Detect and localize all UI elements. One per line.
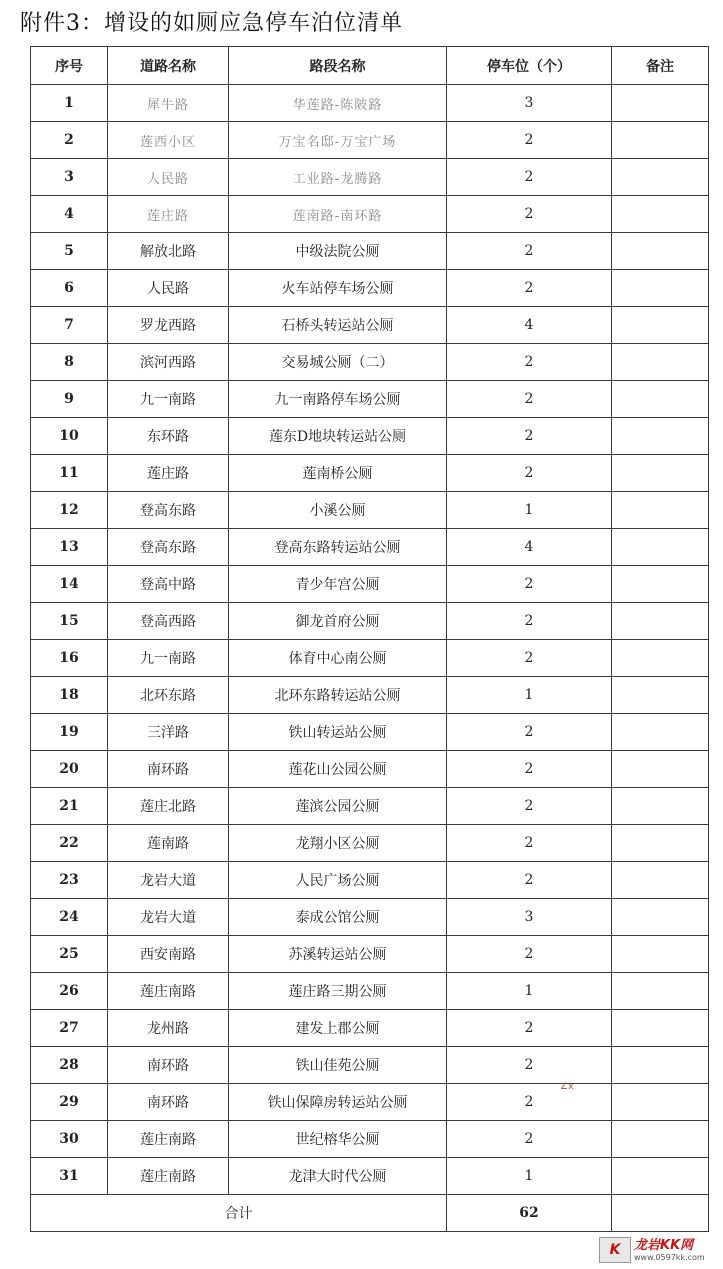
row-parking-count: 2 (447, 122, 612, 159)
row-no: 16 (31, 640, 108, 677)
table-row (31, 566, 709, 603)
row-section-name: 小溪公厕 (229, 492, 447, 529)
row-section-name: 泰成公馆公厕 (229, 899, 447, 936)
table-row (31, 381, 709, 418)
row-parking-count: 2 (447, 714, 612, 751)
row-section-name: 人民广场公厕 (229, 862, 447, 899)
table-row (31, 825, 709, 862)
row-section-name: 铁山保障房转运站公厕 (229, 1084, 447, 1121)
total-remark-cell (612, 1195, 709, 1232)
table-row (31, 196, 709, 233)
table-row (31, 159, 709, 196)
row-road-name: 龙州路 (108, 1010, 229, 1047)
row-remark (612, 270, 709, 307)
row-road-name: 九一南路 (108, 640, 229, 677)
row-road-name: 莲庄路 (108, 196, 229, 233)
table-row (31, 751, 709, 788)
row-parking-count: 2 (447, 455, 612, 492)
row-section-name: 莲庄路三期公厕 (229, 973, 447, 1010)
table-body (31, 85, 709, 1195)
table-row (31, 270, 709, 307)
table-row (31, 85, 709, 122)
row-no: 18 (31, 677, 108, 714)
table-row (31, 973, 709, 1010)
row-no: 27 (31, 1010, 108, 1047)
row-road-name: 莲庄南路 (108, 1121, 229, 1158)
row-section-name: 铁山转运站公厕 (229, 714, 447, 751)
row-no: 8 (31, 344, 108, 381)
row-remark (612, 1158, 709, 1195)
row-section-name: 莲东D地块转运站公厕 (229, 418, 447, 455)
row-section-name: 莲南路-南环路 (229, 196, 447, 233)
row-section-name: 御龙首府公厕 (229, 603, 447, 640)
row-no: 31 (31, 1158, 108, 1195)
row-no: 2 (31, 122, 108, 159)
row-road-name: 莲庄路 (108, 455, 229, 492)
table-row (31, 307, 709, 344)
table-row (31, 1010, 709, 1047)
row-remark (612, 233, 709, 270)
row-remark (612, 603, 709, 640)
row-road-name: 九一南路 (108, 381, 229, 418)
row-section-name: 中级法院公厕 (229, 233, 447, 270)
pen-mark: ∠x (560, 1082, 574, 1092)
row-section-name: 万宝名邸-万宝广场 (229, 122, 447, 159)
row-parking-count: 2 (447, 233, 612, 270)
row-road-name: 莲庄南路 (108, 973, 229, 1010)
row-section-name: 登高东路转运站公厕 (229, 529, 447, 566)
table-row (31, 603, 709, 640)
table-row (31, 899, 709, 936)
table-header-row (31, 47, 709, 85)
row-remark (612, 492, 709, 529)
row-remark (612, 899, 709, 936)
row-road-name: 南环路 (108, 1047, 229, 1084)
row-road-name: 罗龙西路 (108, 307, 229, 344)
row-remark (612, 862, 709, 899)
row-remark (612, 1084, 709, 1121)
row-parking-count: 2 (447, 270, 612, 307)
row-road-name: 龙岩大道 (108, 899, 229, 936)
total-value: 62 (447, 1195, 612, 1232)
watermark-name: 龙岩KK网 (634, 1237, 694, 1253)
header-no: 序号 (31, 47, 108, 85)
header-road: 道路名称 (108, 47, 229, 85)
header-count: 停车位（个） (447, 47, 612, 85)
table-row (31, 1158, 709, 1195)
row-road-name: 人民路 (108, 159, 229, 196)
row-road-name: 南环路 (108, 1084, 229, 1121)
row-parking-count: 2 (447, 862, 612, 899)
row-parking-count: 4 (447, 307, 612, 344)
row-road-name: 莲西小区 (108, 122, 229, 159)
row-section-name: 莲南桥公厕 (229, 455, 447, 492)
table-row (31, 640, 709, 677)
row-no: 14 (31, 566, 108, 603)
row-section-name: 龙翔小区公厕 (229, 825, 447, 862)
row-no: 5 (31, 233, 108, 270)
row-road-name: 莲庄南路 (108, 1158, 229, 1195)
row-no: 4 (31, 196, 108, 233)
row-road-name: 莲南路 (108, 825, 229, 862)
table-row (31, 1047, 709, 1084)
row-no: 25 (31, 936, 108, 973)
row-no: 21 (31, 788, 108, 825)
row-remark (612, 1010, 709, 1047)
row-remark (612, 640, 709, 677)
row-parking-count: 2 (447, 936, 612, 973)
row-no: 9 (31, 381, 108, 418)
table-row (31, 714, 709, 751)
row-section-name: 工业路-龙腾路 (229, 159, 447, 196)
row-remark (612, 529, 709, 566)
row-section-name: 建发上郡公厕 (229, 1010, 447, 1047)
site-watermark (599, 1235, 717, 1265)
row-remark (612, 566, 709, 603)
row-no: 20 (31, 751, 108, 788)
row-road-name: 西安南路 (108, 936, 229, 973)
row-parking-count: 2 (447, 788, 612, 825)
row-road-name: 莲庄北路 (108, 788, 229, 825)
row-road-name: 东环路 (108, 418, 229, 455)
row-remark (612, 85, 709, 122)
header-section: 路段名称 (229, 47, 447, 85)
table-row (31, 936, 709, 973)
row-no: 26 (31, 973, 108, 1010)
row-parking-count: 1 (447, 1158, 612, 1195)
row-parking-count: 2 (447, 825, 612, 862)
row-remark (612, 714, 709, 751)
row-no: 3 (31, 159, 108, 196)
row-section-name: 龙津大时代公厕 (229, 1158, 447, 1195)
row-parking-count: 1 (447, 973, 612, 1010)
parking-spaces-table (30, 46, 709, 1232)
header-remark: 备注 (612, 47, 709, 85)
row-parking-count: 2 (447, 418, 612, 455)
row-road-name: 人民路 (108, 270, 229, 307)
table-row (31, 122, 709, 159)
row-parking-count: 2 (447, 1084, 612, 1121)
row-no: 6 (31, 270, 108, 307)
watermark-url: www.0597kk.com (634, 1252, 705, 1262)
row-parking-count: 4 (447, 529, 612, 566)
table-row (31, 1084, 709, 1121)
row-parking-count: 2 (447, 344, 612, 381)
table-row (31, 862, 709, 899)
row-no: 15 (31, 603, 108, 640)
row-section-name: 华莲路-陈陂路 (229, 85, 447, 122)
total-row (31, 1195, 709, 1232)
table-row (31, 344, 709, 381)
row-no: 24 (31, 899, 108, 936)
row-section-name: 莲花山公园公厕 (229, 751, 447, 788)
row-parking-count: 3 (447, 85, 612, 122)
row-section-name: 青少年宫公厕 (229, 566, 447, 603)
row-parking-count: 2 (447, 566, 612, 603)
row-no: 28 (31, 1047, 108, 1084)
total-label: 合计 (31, 1195, 447, 1232)
row-section-name: 铁山佳苑公厕 (229, 1047, 447, 1084)
row-remark (612, 122, 709, 159)
row-parking-count: 2 (447, 751, 612, 788)
row-road-name: 登高西路 (108, 603, 229, 640)
row-no: 11 (31, 455, 108, 492)
row-remark (612, 825, 709, 862)
row-remark (612, 455, 709, 492)
row-section-name: 九一南路停车场公厕 (229, 381, 447, 418)
table-row (31, 529, 709, 566)
row-no: 23 (31, 862, 108, 899)
row-remark (612, 677, 709, 714)
row-remark (612, 936, 709, 973)
row-parking-count: 2 (447, 1047, 612, 1084)
row-parking-count: 1 (447, 492, 612, 529)
row-remark (612, 973, 709, 1010)
row-remark (612, 1121, 709, 1158)
row-parking-count: 1 (447, 677, 612, 714)
row-road-name: 登高东路 (108, 529, 229, 566)
row-no: 22 (31, 825, 108, 862)
row-remark (612, 196, 709, 233)
row-no: 29 (31, 1084, 108, 1121)
table-row (31, 1121, 709, 1158)
row-no: 13 (31, 529, 108, 566)
row-road-name: 北环东路 (108, 677, 229, 714)
row-no: 19 (31, 714, 108, 751)
row-parking-count: 2 (447, 381, 612, 418)
row-road-name: 解放北路 (108, 233, 229, 270)
row-road-name: 登高中路 (108, 566, 229, 603)
row-parking-count: 2 (447, 640, 612, 677)
row-road-name: 滨河西路 (108, 344, 229, 381)
row-remark (612, 1047, 709, 1084)
table-row (31, 418, 709, 455)
row-no: 1 (31, 85, 108, 122)
row-remark (612, 381, 709, 418)
row-no: 12 (31, 492, 108, 529)
row-section-name: 莲滨公园公厕 (229, 788, 447, 825)
row-road-name: 三洋路 (108, 714, 229, 751)
document-title: 附件3：增设的如厕应急停车泊位清单 (20, 11, 403, 36)
row-road-name: 龙岩大道 (108, 862, 229, 899)
table-row (31, 233, 709, 270)
row-parking-count: 2 (447, 603, 612, 640)
row-section-name: 交易城公厕（二） (229, 344, 447, 381)
table-row (31, 677, 709, 714)
row-road-name: 南环路 (108, 751, 229, 788)
row-section-name: 石桥头转运站公厕 (229, 307, 447, 344)
row-road-name: 登高东路 (108, 492, 229, 529)
row-parking-count: 3 (447, 899, 612, 936)
row-no: 7 (31, 307, 108, 344)
row-remark (612, 159, 709, 196)
row-parking-count: 2 (447, 1121, 612, 1158)
row-parking-count: 2 (447, 159, 612, 196)
row-section-name: 苏溪转运站公厕 (229, 936, 447, 973)
row-section-name: 体育中心南公厕 (229, 640, 447, 677)
row-parking-count: 2 (447, 1010, 612, 1047)
row-no: 30 (31, 1121, 108, 1158)
row-no: 10 (31, 418, 108, 455)
row-parking-count: 2 (447, 196, 612, 233)
row-section-name: 火车站停车场公厕 (229, 270, 447, 307)
table-row (31, 455, 709, 492)
row-remark (612, 307, 709, 344)
row-section-name: 北环东路转运站公厕 (229, 677, 447, 714)
table-row (31, 492, 709, 529)
row-remark (612, 788, 709, 825)
table-row (31, 788, 709, 825)
row-remark (612, 751, 709, 788)
row-section-name: 世纪榕华公厕 (229, 1121, 447, 1158)
row-remark (612, 418, 709, 455)
row-remark (612, 344, 709, 381)
watermark-logo-icon: K (599, 1237, 631, 1263)
row-road-name: 犀牛路 (108, 85, 229, 122)
